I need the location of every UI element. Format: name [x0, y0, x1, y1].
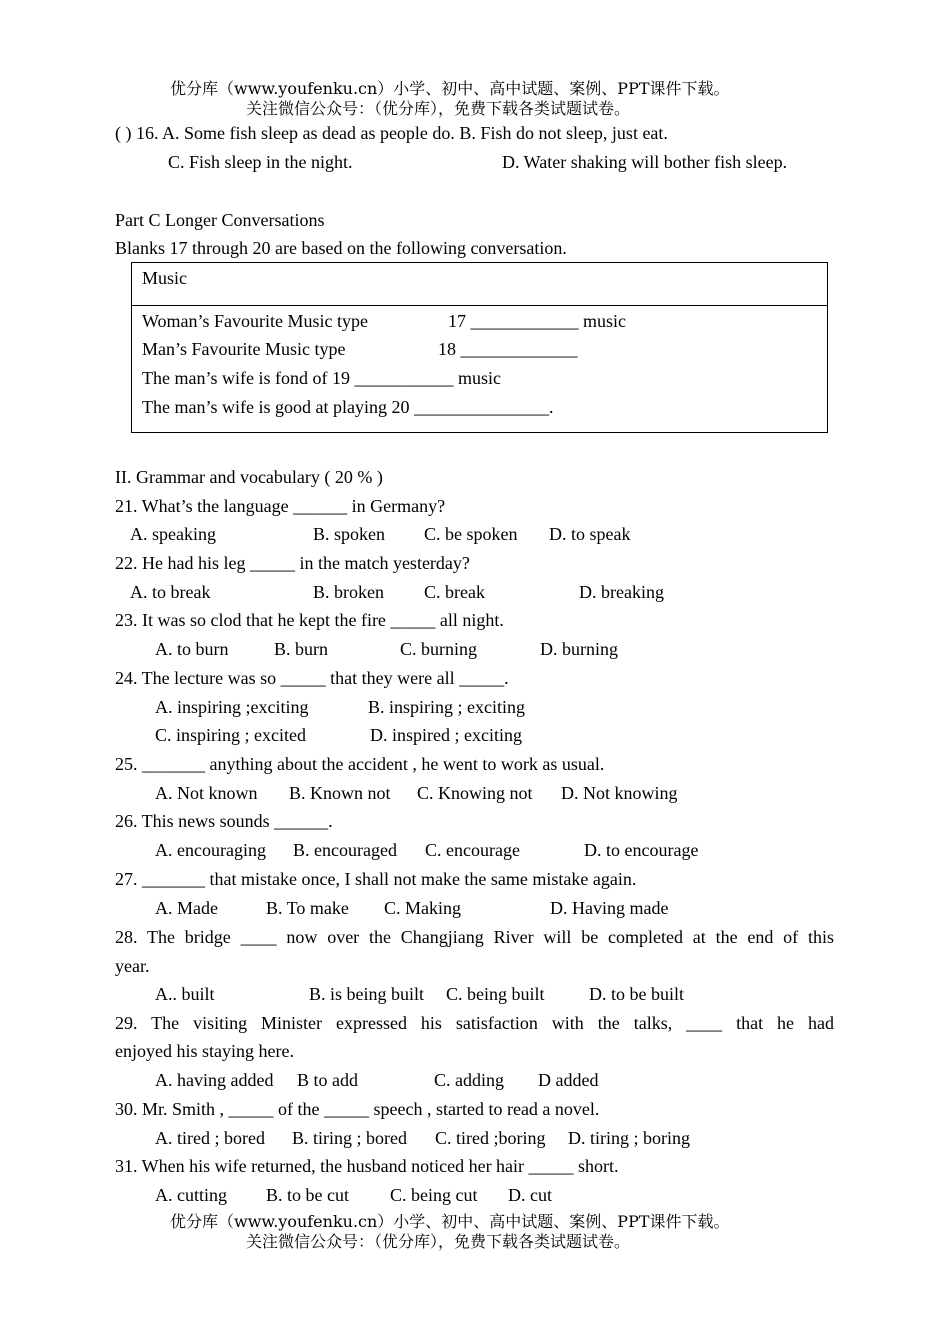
q29-option-d: D added [538, 1070, 599, 1090]
q21-option-a: A. speaking [130, 524, 216, 544]
q31-stem: 31. When his wife returned, the husband noticed her hair _____ short. [115, 1156, 619, 1176]
q28-option-c: C. being built [446, 984, 545, 1004]
q24-option-d: D. inspired ; exciting [370, 725, 522, 745]
header-line-2: 关注微信公众号：（优分库），免费下载各类试题试卷。 [246, 99, 631, 118]
q30-option-d: D. tiring ; boring [568, 1128, 690, 1148]
q21-stem: 21. What’s the language ______ in Germany? [115, 496, 446, 516]
q23-option-b: B. burn [274, 639, 328, 659]
q26-stem: 26. This news sounds ______. [115, 811, 333, 831]
q31-option-b: B. to be cut [266, 1185, 349, 1205]
q25-option-c: C. Knowing not [417, 783, 533, 803]
q28-option-a: A.. built [155, 984, 215, 1004]
q28-option-b: B. is being built [309, 984, 425, 1004]
q27-option-d: D. Having made [550, 898, 669, 918]
q31-option-a: A. cutting [155, 1185, 227, 1205]
table-row-4: The man’s wife is good at playing 20 _______________. [142, 397, 554, 417]
q28-stem-line-2: year. [115, 956, 150, 976]
q24-option-b: B. inspiring ; exciting [368, 697, 525, 717]
q26-option-d: D. to encourage [584, 840, 699, 860]
q26-option-b: B. encouraged [293, 840, 397, 860]
q29-option-a: A. having added [155, 1070, 274, 1090]
part-c-intro: Blanks 17 through 20 are based on the following conversation. [115, 238, 567, 258]
q27-option-b: B. To make [266, 898, 349, 918]
q25-stem: 25. _______ anything about the accident , he went to work as usual. [115, 754, 605, 774]
table-title: Music [142, 268, 187, 288]
q22-option-c: C. break [424, 582, 485, 602]
q24-option-c: C. inspiring ; excited [155, 725, 306, 745]
header-line-1: 优分库（www.youfenku.cn）小学、初中、高中试题、案例、PPT课件下载。 [170, 79, 730, 98]
table-row-1-label: Woman’s Favourite Music type [142, 311, 369, 331]
part-c-title: Part C Longer Conversations [115, 210, 325, 230]
q16-option-c: C. Fish sleep in the night. [168, 152, 353, 172]
q26-option-a: A. encouraging [155, 840, 266, 860]
q21-option-d: D. to speak [549, 524, 631, 544]
q25-option-a: A. Not known [155, 783, 258, 803]
q30-option-b: B. tiring ; bored [292, 1128, 407, 1148]
q30-option-c: C. tired ;boring [435, 1128, 546, 1148]
q30-option-a: A. tired ; bored [155, 1128, 265, 1148]
q25-option-d: D. Not knowing [561, 783, 678, 803]
q22-stem: 22. He had his leg _____ in the match yesterday? [115, 553, 470, 573]
section-2-title: II. Grammar and vocabulary ( 20 % ) [115, 467, 383, 487]
table-row-2-label: Man’s Favourite Music type [142, 339, 346, 359]
q16-stem: ( ) 16. A. Some fish sleep as dead as people do. B. Fish do not sleep, just eat. [115, 123, 668, 143]
q16-option-d: D. Water shaking will bother fish sleep. [502, 152, 788, 172]
footer-line-1: 优分库（www.youfenku.cn）小学、初中、高中试题、案例、PPT课件下载。 [170, 1212, 730, 1231]
table-row-2-blank: 18 _____________ [438, 339, 578, 359]
q27-option-c: C. Making [384, 898, 462, 918]
q22-option-b: B. broken [313, 582, 384, 602]
q23-option-d: D. burning [540, 639, 618, 659]
q28-option-d: D. to be built [589, 984, 684, 1004]
q28-stem-line-1: 28. The bridge ____ now over the Changjiang River will be completed at the end of this [115, 927, 834, 947]
q29-option-b: B to add [297, 1070, 358, 1090]
q26-option-c: C. encourage [425, 840, 520, 860]
table-divider [132, 305, 827, 306]
q23-option-a: A. to burn [155, 639, 229, 659]
q22-option-a: A. to break [130, 582, 211, 602]
table-row-3: The man’s wife is fond of 19 ___________ music [142, 368, 501, 388]
q30-stem: 30. Mr. Smith , _____ of the _____ speech , started to read a novel. [115, 1099, 600, 1119]
q25-option-b: B. Known not [289, 783, 391, 803]
q23-stem: 23. It was so clod that he kept the fire _____ all night. [115, 610, 504, 630]
q29-stem-line-1: 29. The visiting Minister expressed his satisfaction with the talks, ____ that he had [115, 1013, 834, 1033]
q22-option-d: D. breaking [579, 582, 664, 602]
q24-option-a: A. inspiring ;exciting [155, 697, 309, 717]
footer-line-2: 关注微信公众号：（优分库），免费下载各类试题试卷。 [246, 1232, 631, 1251]
q27-stem: 27. _______ that mistake once, I shall not make the same mistake again. [115, 869, 637, 889]
q21-option-c: C. be spoken [424, 524, 518, 544]
q29-option-c: C. adding [434, 1070, 504, 1090]
q23-option-c: C. burning [400, 639, 478, 659]
q29-stem-line-2: enjoyed his staying here. [115, 1041, 294, 1061]
q31-option-d: D. cut [508, 1185, 552, 1205]
table-row-1-blank: 17 ____________ music [448, 311, 626, 331]
q27-option-a: A. Made [155, 898, 218, 918]
q21-option-b: B. spoken [313, 524, 385, 544]
q24-stem: 24. The lecture was so _____ that they were all _____. [115, 668, 509, 688]
q31-option-c: C. being cut [390, 1185, 478, 1205]
